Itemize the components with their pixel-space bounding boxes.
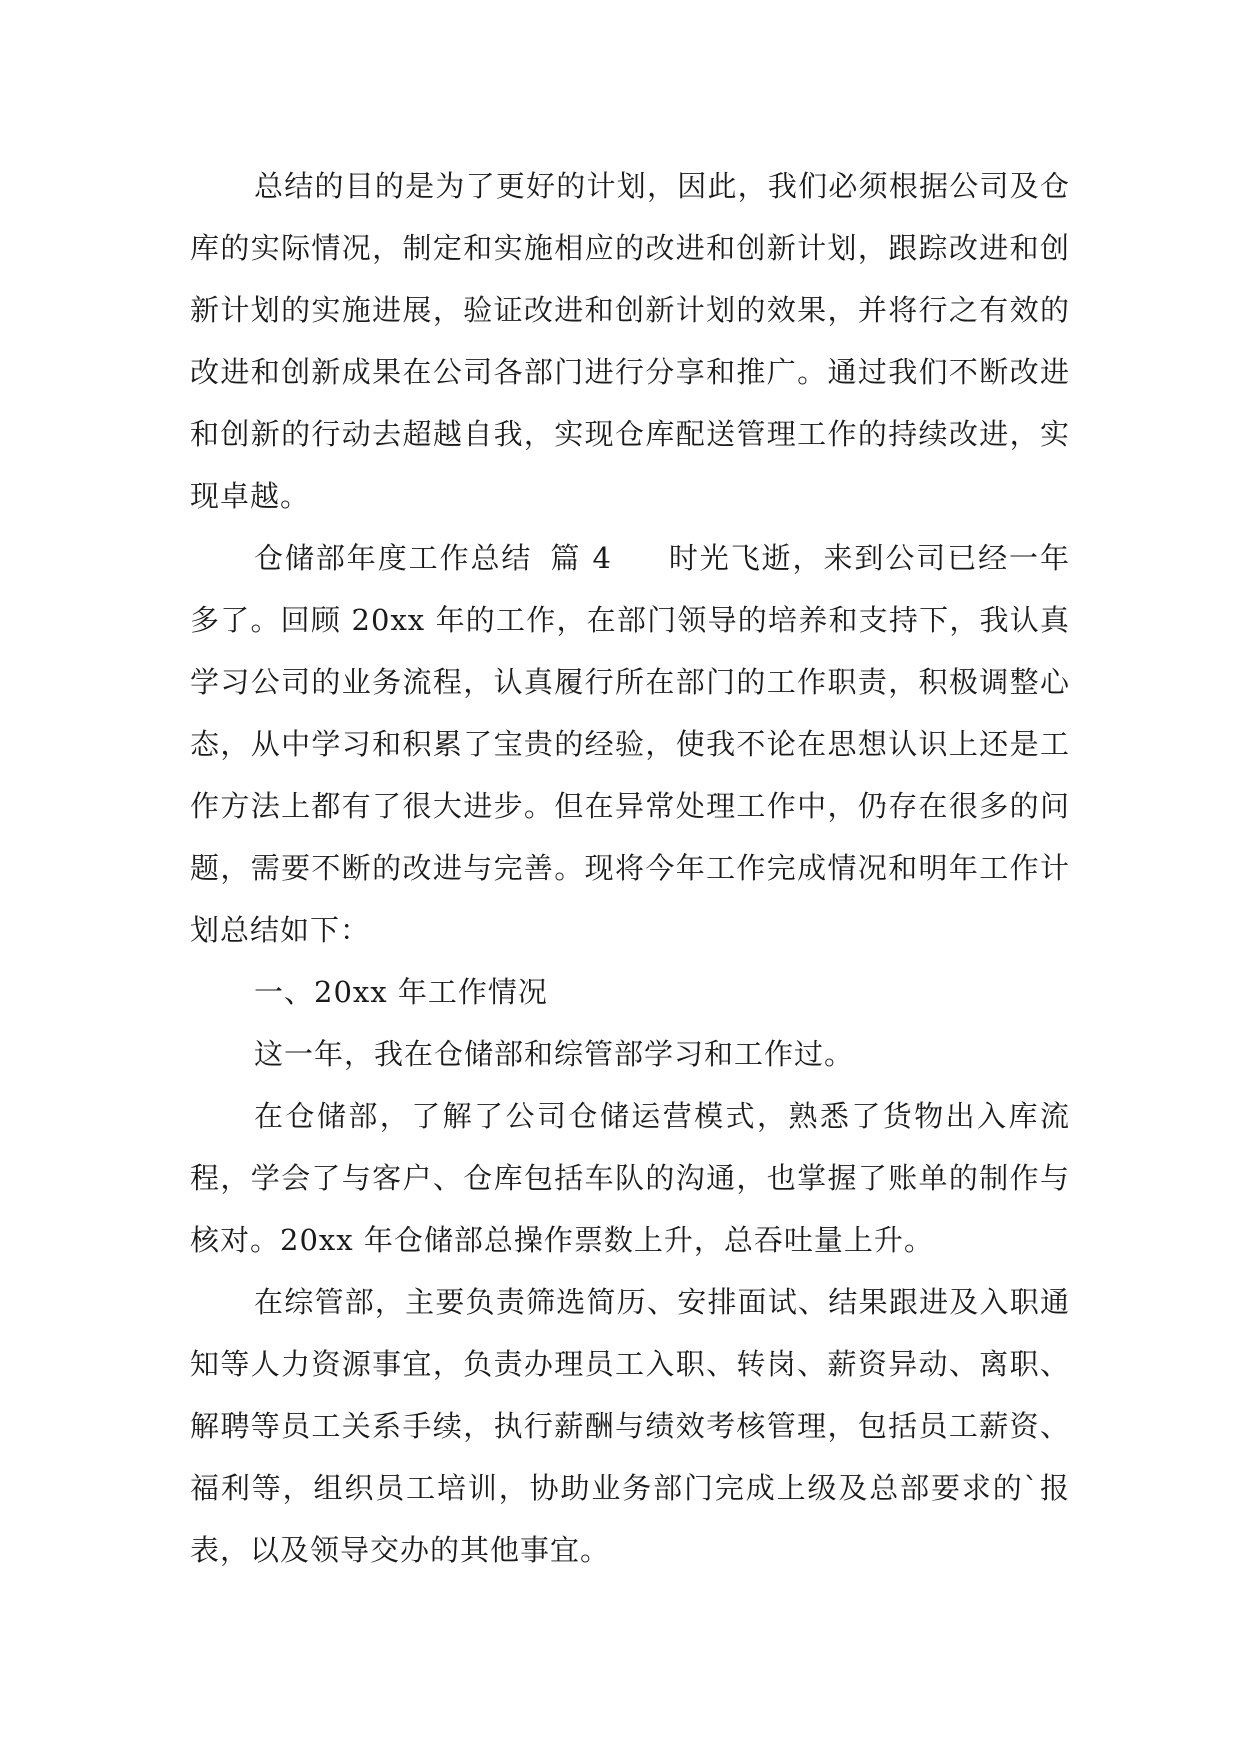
- section-part-label: 篇 4: [550, 541, 612, 575]
- document-body: [190, 155, 1070, 1581]
- section-title: 仓储部年度工作总结: [254, 541, 533, 575]
- paragraph-year-overview: 这一年，我在仓储部和综管部学习和工作过。: [254, 1037, 855, 1071]
- subheading-work-status: 一、20xx 年工作情况: [254, 975, 548, 1009]
- paragraph-summary-purpose: 总结的目的是为了更好的计划，因此，我们必须根据公司及仓库的实际情况，制定和实施相应的改进和创新计划，跟踪改进和创新计划的实施进展，验证改进和创新计划的效果，并将行之有效的改进和创新成果在公司各部门进行分享和推广。通过我们不断改进和创新的行动去超越自我，实现仓库配送管理工作的持续改进，实现卓越。: [190, 169, 1070, 513]
- paragraph-warehouse-dept: 在仓储部，了解了公司仓储运营模式，熟悉了货物出入库流程，学会了与客户、仓库包括车队的沟通，也掌握了账单的制作与核对。20xx 年仓储部总操作票数上升，总吞吐量上升。: [190, 1099, 1070, 1257]
- section-intro-paragraph: [190, 527, 1070, 961]
- section-intro-text: 时光飞逝，来到公司已经一年多了。回顾 20xx 年的工作，在部门领导的培养和支持下，我认真学习公司的业务流程，认真履行所在部门的工作职责，积极调整心态，从中学习和积累了宝贵的经验，使我不论在思想认识上还是工作方法上都有了很大进步。但在异常处理工作中，仍存在很多的问题，需要不断的改进与完善。现将今年工作完成情况和明年工作计划总结如下：: [190, 541, 1070, 947]
- paragraph-admin-dept: 在综管部，主要负责筛选简历、安排面试、结果跟进及入职通知等人力资源事宜，负责办理员工入职、转岗、薪资异动、离职、解聘等员工关系手续，执行薪酬与绩效考核管理，包括员工薪资、福利等，组织员工培训，协助业务部门完成上级及总部要求的`报表，以及领导交办的其他事宜。: [190, 1285, 1070, 1567]
